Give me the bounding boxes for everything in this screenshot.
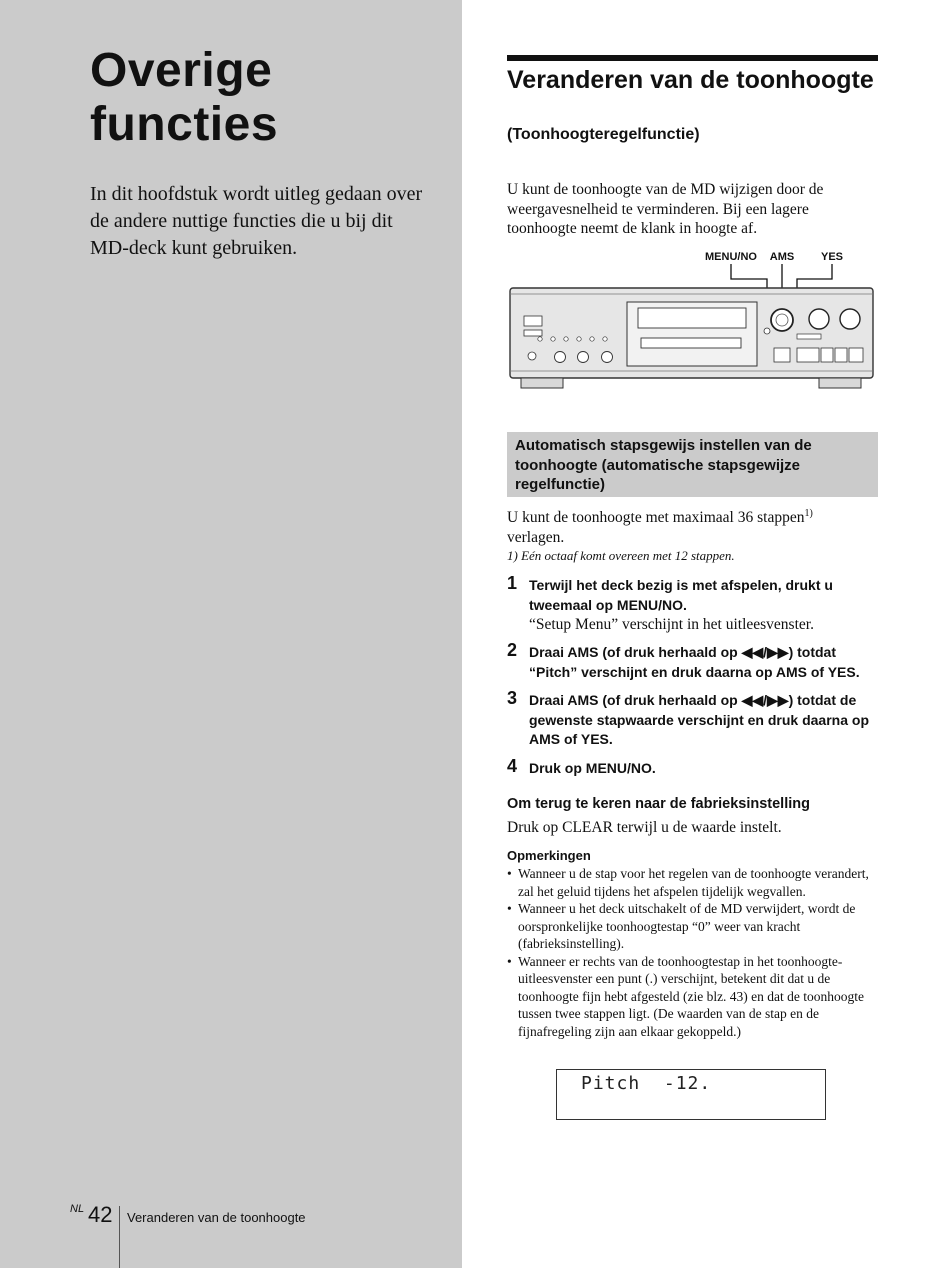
subsection-heading: Automatisch stapsgewijs instellen van de toonhoogte (automatische stapsgewijze regelfunctie)	[507, 432, 878, 497]
section-intro: U kunt de toonhoogte van de MD wijzigen door de weergavesnelheid te verminderen. Bij een lagere toonhoogte neemt de klank in hoogte af.	[507, 181, 824, 237]
display-window	[556, 1069, 826, 1120]
step-instruction: Druk op MENU/NO.	[529, 760, 656, 776]
chapter-intro: In dit hoofdstuk wordt uitleg gedaan over de andere nuttige functies die u bij dit MD-deck kunt gebruiken.	[90, 183, 423, 259]
note-item: • Wanneer u het deck uitschakelt of de MD verwijdert, wordt de oorspronkelijke toonhoogtestap “0” weer van kracht (fabrieksinstelling).	[507, 900, 878, 953]
md-deck-diagram	[507, 246, 878, 396]
subsection-body: U kunt de toonhoogte met maximaal 36 stappen$^{1)}$ verlagen.	[507, 508, 813, 546]
step-instruction: Terwijl het deck bezig is met afspelen, drukt u tweemaal op MENU/NO.	[529, 577, 833, 613]
note-item: • Wanneer u de stap voor het regelen van de toonhoogte verandert, zal het geluid tijdens het afspelen tijdelijk wegvallen.	[507, 865, 878, 900]
chapter-title: Overige functies	[90, 44, 279, 151]
section-title: Veranderen van de toonhoogte	[507, 66, 874, 94]
step-number: 4	[507, 756, 518, 776]
label-ams: AMS	[769, 251, 795, 263]
section-subtitle: (Toonhoogteregelfunctie)	[507, 126, 700, 143]
footer-lang: NL	[70, 1203, 85, 1215]
footer-section-title: Veranderen van de toonhoogte	[127, 1210, 306, 1225]
label-yes: YES	[820, 251, 844, 263]
step-instruction: Draai AMS (of druk herhaald op ◀◀/▶▶) totdat “Pitch” verschijnt en druk daarna op AMS of YES.	[529, 644, 860, 680]
step-instruction: Draai AMS (of druk herhaald op ◀◀/▶▶) totdat de gewenste stapwaarde verschijnt en druk daarna op AMS of YES.	[529, 692, 869, 747]
footer-divider	[119, 1206, 120, 1268]
step-number: 3	[507, 688, 518, 708]
footnote: 1) Eén octaaf komt overeen met 12 stappen.	[507, 548, 735, 563]
page-number: 42	[88, 1202, 113, 1227]
reset-heading: Om terug te keren naar de fabrieksinstelling	[507, 796, 810, 812]
display-readout: Pitch -12.	[581, 1073, 712, 1094]
step-number: 1	[507, 573, 518, 593]
reset-text: Druk op CLEAR terwijl u de waarde instelt.	[507, 819, 782, 836]
note-item: • Wanneer er rechts van de toonhoogtestap in het toonhoogte-uitleesvenster een punt (.) verschijnt, betekent dit dat u de toonhoogte fijn hebt afgesteld (zie blz. 43) en dat de toonhoogte tussen twee stappen ligt. (De waarden van de stap en de fijnafregeling zijn aan elkaar gekoppeld.)	[507, 953, 878, 1041]
section-top-rule	[507, 55, 878, 61]
notes-heading: Opmerkingen	[507, 848, 591, 863]
step-result: “Setup Menu” verschijnt in het uitleesvenster.	[529, 616, 814, 633]
notes-list	[507, 865, 878, 1040]
step-number: 2	[507, 640, 518, 660]
label-menu-no: MENU/NO	[705, 251, 757, 263]
